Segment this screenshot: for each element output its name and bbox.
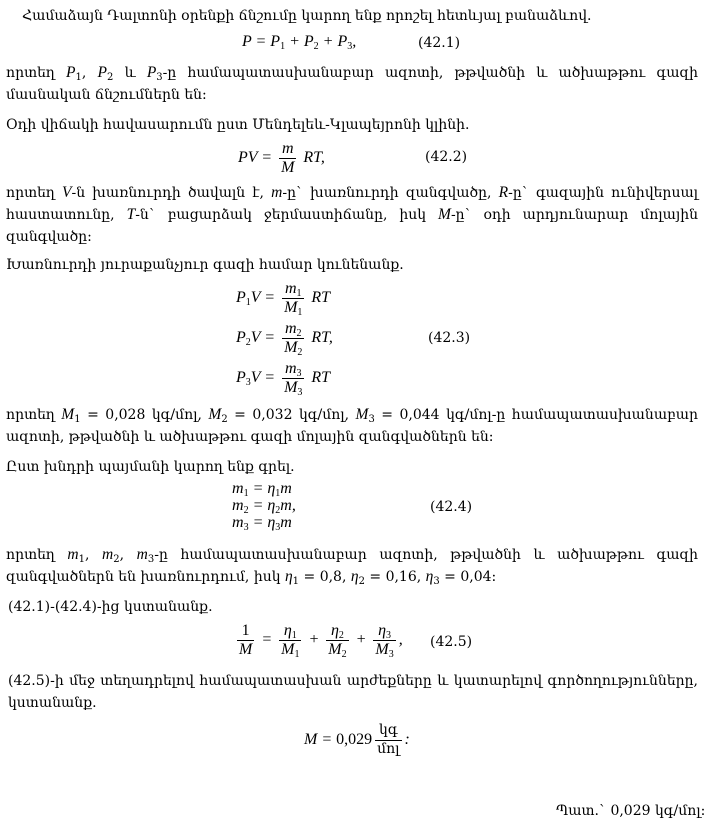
equation-number: (42.1) bbox=[418, 35, 461, 51]
paragraph-substitute: (42.5)-ի մեջ տեղադրելով համապատասխան արժեքները և կատարելով գործողությունները, կստանանք. bbox=[8, 673, 698, 711]
paragraph-variables: որտեղ V-ն խառնուրդի ծավալն է, m-ը` խառնուրդի զանգվածը, R-ը` գազային ունիվերսալ հաստատունը, T-ն` բացարձակ ջերմաստիճանը, իսկ M-ը` օդի արդյունարար մոլային զանգվածը: bbox=[6, 184, 699, 245]
equation-number: (42.3) bbox=[428, 330, 471, 346]
equation-42-4: $m_1 = \eta_1m$ $m_2 = \eta_2m$, $m_3 = \eta_3m$ bbox=[232, 480, 296, 533]
equation-number: (42.5) bbox=[430, 634, 473, 650]
equation-42-5: $\frac{1}{M}$ = $\frac{\eta_1}{M_1}$ + $\frac{\eta_2}{M_2}$ + $\frac{\eta_3}{M_3}$ , bbox=[239, 622, 403, 660]
equation-42-1: $P = P_1 + P_2 + P_3$, bbox=[242, 33, 357, 52]
paragraph-each-gas: Խառնուրդի յուրաքանչյուր գազի համար կունենանք. bbox=[6, 257, 404, 273]
equation-42-3-line3: $P_3V$ = $\frac{m_3}{M_3}$ RT bbox=[236, 360, 331, 398]
equation-number: (42.2) bbox=[425, 149, 468, 165]
answer-value: 0,029 կգ/մոլ: bbox=[610, 803, 706, 819]
paragraph-molar-masses: որտեղ $M_1 = 0,028$ կգ/մոլ, $M_2 = 0,032$ կգ/մոլ, $M_3 = 0,044$ կգ/մոլ-ը համապատասխանաբար ազոտի, թթվածնի և ածխաթթու գազի մոլային զանգվածներն են: bbox=[6, 406, 699, 445]
equation-42-3-line2: $P_2V$ = $\frac{m_2}{M_2}$ RT, bbox=[236, 320, 333, 358]
equation-number: (42.4) bbox=[430, 499, 473, 515]
paragraph-state-equation: Օդի վիճակի հավասարումն ըստ Մենդելեև-Կլապեյրոնի կլինի. bbox=[6, 117, 470, 133]
paragraph-derive: (42.1)-(42.4)-ից կստանանք. bbox=[8, 599, 213, 615]
equation-42-3-line1: $P_1V$ = $\frac{m_1}{M_1}$ RT bbox=[236, 280, 331, 318]
answer bbox=[556, 800, 705, 822]
paragraph-dalton: Համաձայն Դալտոնի օրենքի ճնշումը կարող ենք որոշել հետևյալ բանաձևով. bbox=[22, 8, 592, 24]
answer-label: Պատ.` bbox=[556, 803, 606, 819]
equation-42-2: PV = $\frac{m}{M}$ RT, bbox=[238, 140, 325, 176]
paragraph-condition: Ըստ խնդրի պայմանի կարող ենք գրել. bbox=[6, 459, 295, 475]
paragraph-partial-pressures: որտեղ $P_1$, $P_2$ և $P_3-ը$ համապատասխանաբար ազոտի, թթվածնի և ածխաթթու գազի մասնական ճնշումներն են: bbox=[6, 64, 699, 103]
equation-result: M = 0,029 $\frac{\text{կգ}}{\text{մոլ}}$ : bbox=[304, 723, 410, 757]
paragraph-mass-fractions: որտեղ $m_1$, $m_2$, $m_3-ը$ համապատասխանաբար ազոտի, թթվածնի և ածխաթթու գազի զանգվածներն են խառնուրդում, իսկ $\eta_1 = 0,8$, $\eta_2 = 0,16$, $\eta_3 = 0,04$: bbox=[6, 546, 698, 587]
